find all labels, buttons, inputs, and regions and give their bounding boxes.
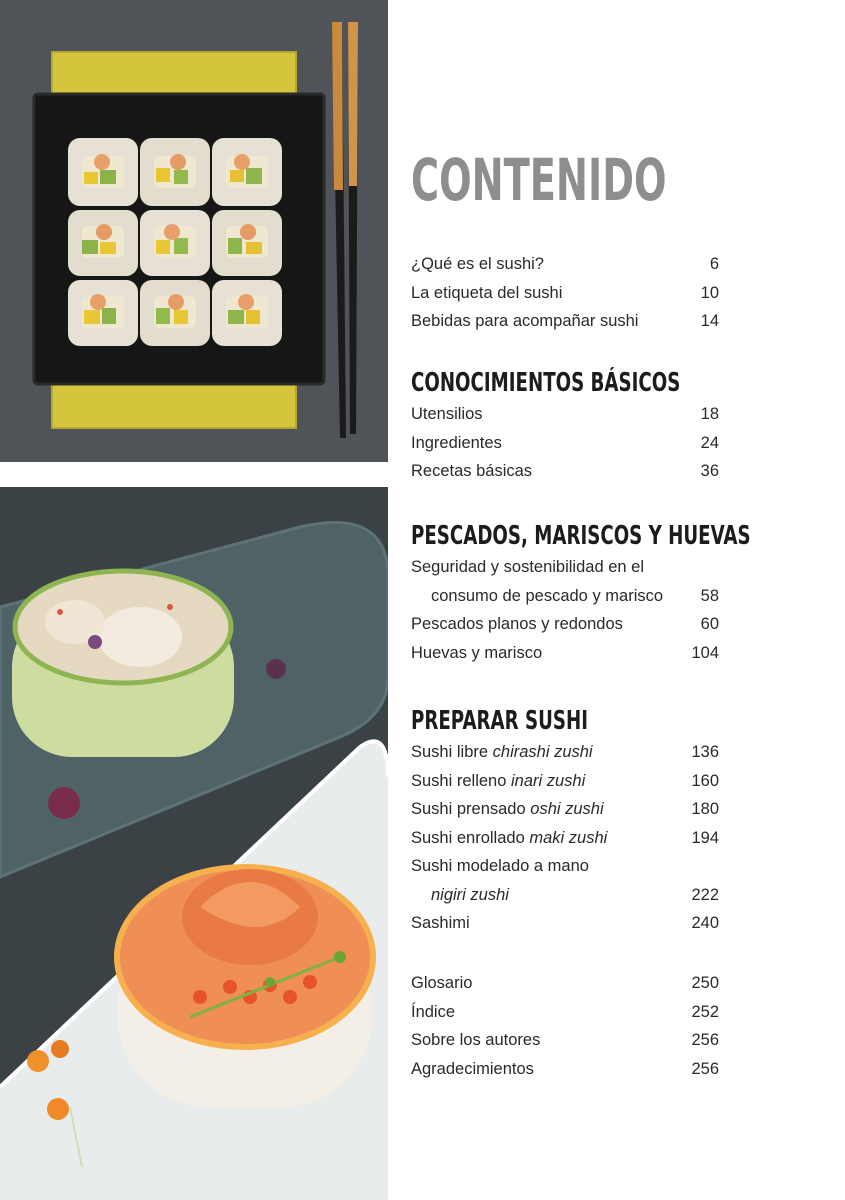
cucumber-sushi <box>12 571 234 757</box>
toc-entry[interactable]: Ingredientes 24 <box>411 433 719 452</box>
section-heading: CONOCIMIENTOS BÁSICOS <box>411 368 681 398</box>
toc-entry[interactable]: Sobre los autores 256 <box>411 1031 719 1049</box>
toc-entry[interactable]: Glosario 250 <box>411 974 719 992</box>
salmon-sushi <box>117 867 373 1107</box>
toc-entry[interactable]: Recetas básicas 36 <box>411 462 719 480</box>
toc-entry[interactable]: Sashimi 240 <box>411 914 719 932</box>
toc-entry[interactable]: consumo de pescado y marisco 58 <box>431 586 719 605</box>
toc-section-seafood <box>411 519 751 667</box>
toc-entry[interactable]: Sushi modelado a mano <box>411 857 589 875</box>
toc-entry[interactable]: Sushi enrollado maki zushi 194 <box>411 828 719 847</box>
section-heading: PREPARAR SUSHI <box>411 706 588 736</box>
toc-entry[interactable]: Índice 252 <box>411 1002 719 1021</box>
toc-entry[interactable]: Sushi prensado oshi zushi 180 <box>411 800 719 818</box>
toc-entry[interactable]: Agradecimientos 256 <box>411 1059 719 1078</box>
toc-entry[interactable]: ¿Qué es el sushi? 6 <box>411 255 719 273</box>
photo-sushi-towers <box>0 487 388 1200</box>
toc-entry[interactable]: Sushi libre chirashi zushi 136 <box>411 743 719 761</box>
toc-section-basics <box>411 366 721 486</box>
toc-entry[interactable]: Huevas y marisco 104 <box>411 643 719 662</box>
toc-entry[interactable]: Sushi relleno inari zushi 160 <box>411 771 719 790</box>
sushi-rolls <box>68 138 282 346</box>
section-heading: PESCADOS, MARISCOS Y HUEVAS <box>411 521 751 551</box>
toc-entry[interactable]: Seguridad y sostenibilidad en el <box>411 558 644 576</box>
toc-section-preparing <box>411 704 721 938</box>
toc-intro-list <box>411 250 721 336</box>
toc-appendix-list <box>411 969 721 1083</box>
photo-sushi-rolls <box>0 0 388 462</box>
toc-entry[interactable]: Pescados planos y redondos 60 <box>411 615 719 633</box>
page-title: CONTENIDO <box>411 146 667 214</box>
toc-entry[interactable]: Bebidas para acompañar sushi 14 <box>411 312 719 330</box>
toc-entry[interactable]: La etiqueta del sushi 10 <box>411 283 719 302</box>
toc-entry[interactable]: Utensilios 18 <box>411 405 719 423</box>
toc-entry[interactable]: nigiri zushi 222 <box>431 885 719 904</box>
